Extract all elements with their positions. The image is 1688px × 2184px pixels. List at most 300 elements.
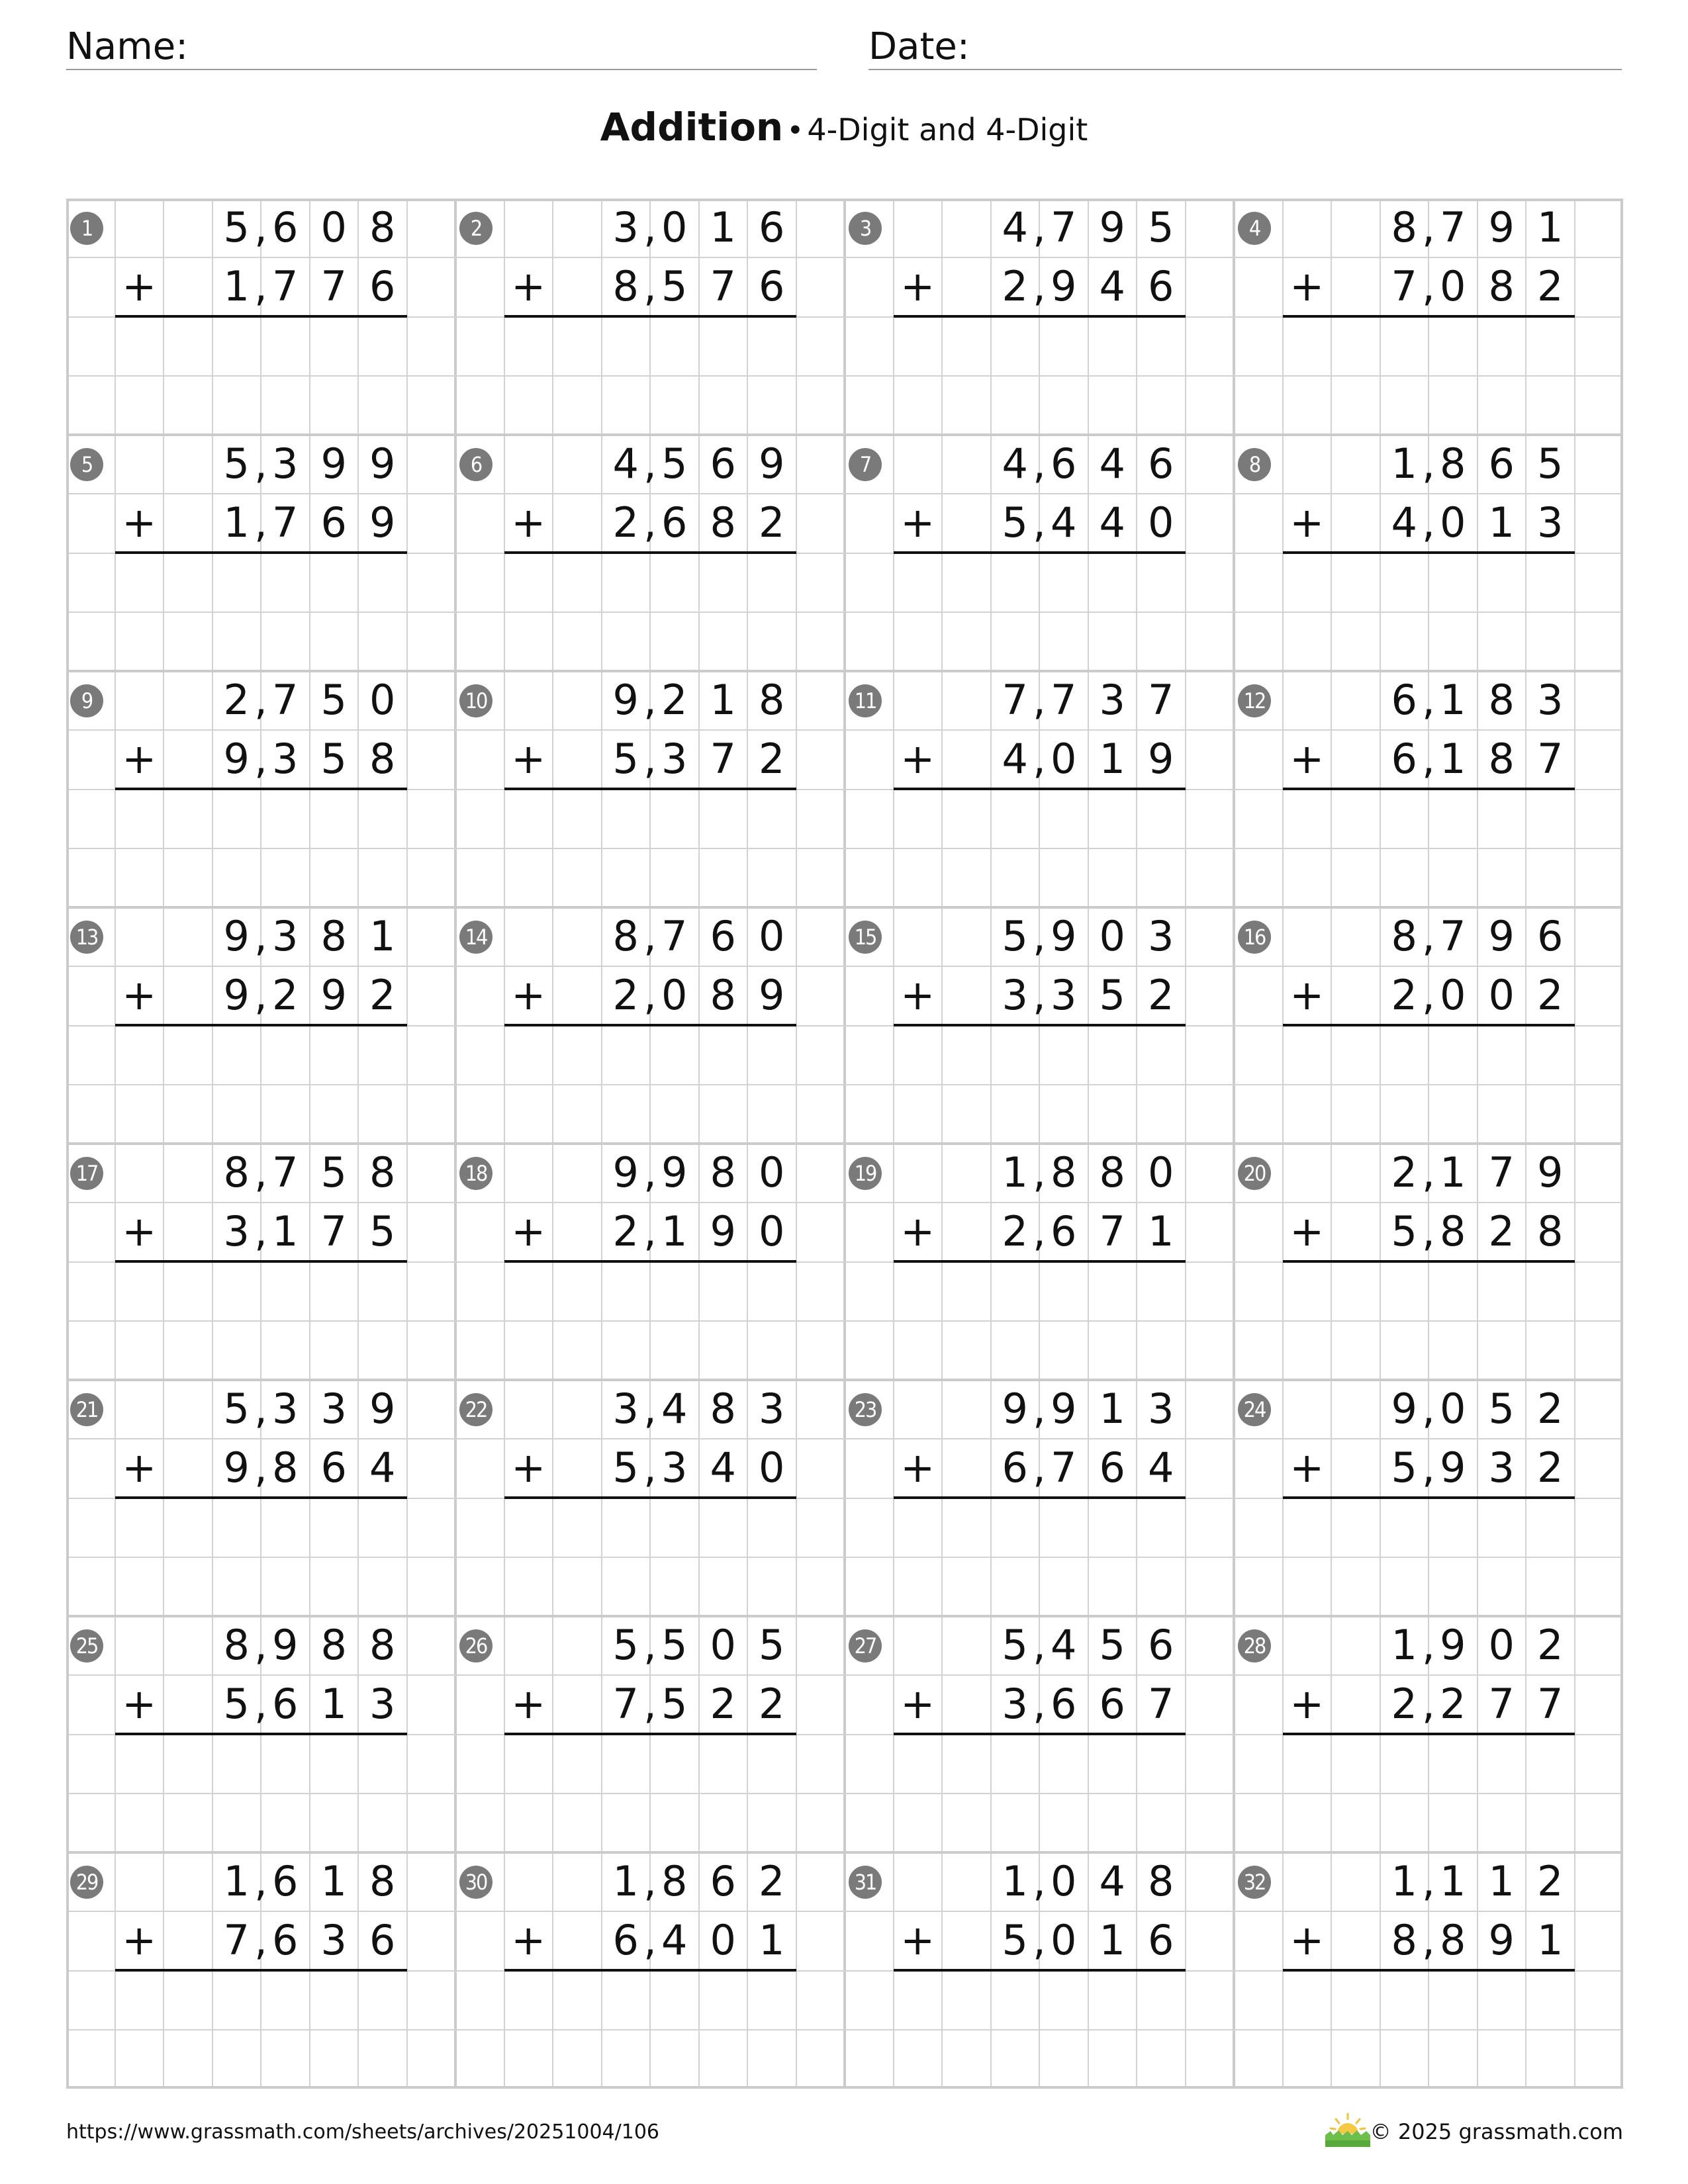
thousands-comma: ,	[1422, 735, 1435, 784]
digit: 6	[1099, 1443, 1125, 1492]
name-label: Name:	[66, 25, 189, 68]
problem-number-badge: 6	[459, 448, 492, 481]
digit: 8	[320, 912, 347, 960]
thousands-comma: ,	[1422, 971, 1435, 1020]
digit: 8	[223, 1621, 250, 1669]
digit: 7	[320, 262, 347, 311]
digit: 2	[1002, 1207, 1028, 1256]
digit: 2	[1537, 971, 1564, 1020]
digit: 7	[1440, 203, 1466, 251]
digit: 6	[272, 203, 299, 251]
digit: 9	[272, 1621, 299, 1669]
thousands-comma: ,	[1422, 1916, 1435, 1965]
thousands-comma: ,	[1422, 439, 1435, 488]
problem-32	[1234, 1852, 1623, 2089]
digit: 4	[1002, 735, 1028, 784]
digit: 8	[1488, 262, 1515, 311]
digit: 9	[1488, 1916, 1515, 1965]
top-number	[455, 435, 845, 493]
bottom-number	[455, 494, 845, 552]
answer-area[interactable]	[894, 1263, 1186, 1375]
digit: 2	[1391, 971, 1417, 1020]
problem-21	[66, 1380, 455, 1616]
bottom-number	[845, 1911, 1234, 1970]
answer-area[interactable]	[1283, 1499, 1575, 1612]
digit: 6	[1391, 676, 1417, 724]
problem-30	[455, 1852, 845, 2089]
answer-area[interactable]	[504, 318, 796, 430]
problem-number-badge: 19	[849, 1157, 882, 1190]
digit: 8	[710, 1148, 736, 1197]
bottom-number	[455, 1203, 845, 1261]
problem-16	[1234, 907, 1623, 1144]
digit: 2	[1488, 1207, 1515, 1256]
digit: 5	[759, 1621, 785, 1669]
thousands-comma: ,	[1033, 1207, 1046, 1256]
answer-area[interactable]	[115, 1972, 407, 2084]
answer-area[interactable]	[115, 790, 407, 903]
bottom-number	[455, 1439, 845, 1497]
digit: 2	[1537, 1385, 1564, 1433]
bottom-number	[1234, 1911, 1623, 1970]
plus-sign: +	[1289, 1680, 1325, 1729]
digit: 0	[1488, 971, 1515, 1020]
thousands-comma: ,	[1033, 439, 1046, 488]
top-number	[845, 199, 1234, 257]
problem-number-badge: 31	[849, 1866, 882, 1899]
digit: 0	[1440, 262, 1466, 311]
digit: 1	[1391, 1621, 1417, 1669]
title-main: Addition	[600, 105, 784, 150]
digit: 5	[612, 1443, 639, 1492]
digit: 4	[1099, 262, 1125, 311]
bottom-number	[455, 1675, 845, 1733]
bottom-number	[1234, 1439, 1623, 1497]
digit: 6	[661, 498, 688, 547]
answer-area[interactable]	[1283, 318, 1575, 430]
digit: 6	[1148, 1621, 1174, 1669]
digit: 1	[1537, 1916, 1564, 1965]
thousands-comma: ,	[1033, 735, 1046, 784]
digit: 8	[1148, 1857, 1174, 1905]
digit: 2	[369, 971, 396, 1020]
digit: 9	[1099, 203, 1125, 251]
thousands-comma: ,	[254, 1148, 267, 1197]
thousands-comma: ,	[254, 1857, 267, 1905]
answer-area[interactable]	[894, 1026, 1186, 1139]
problem-number-badge: 11	[849, 684, 882, 717]
digit: 5	[223, 1385, 250, 1433]
thousands-comma: ,	[1033, 971, 1046, 1020]
digit: 4	[1051, 498, 1077, 547]
digit: 0	[1148, 498, 1174, 547]
top-number	[1234, 1144, 1623, 1202]
digit: 4	[1002, 203, 1028, 251]
digit: 1	[1440, 1857, 1466, 1905]
problem-number-badge: 32	[1238, 1866, 1271, 1899]
digit: 7	[710, 262, 736, 311]
digit: 6	[710, 1857, 736, 1905]
answer-area[interactable]	[504, 1263, 796, 1375]
problem-number-badge: 7	[849, 448, 882, 481]
digit: 7	[1537, 1680, 1564, 1729]
problem-number-badge: 5	[70, 448, 103, 481]
thousands-comma: ,	[1033, 912, 1046, 960]
digit: 5	[1148, 203, 1174, 251]
plus-sign: +	[1289, 1443, 1325, 1492]
problem-grid	[66, 199, 1623, 2089]
answer-area[interactable]	[1283, 554, 1575, 666]
bottom-number	[455, 257, 845, 316]
digit: 7	[320, 1207, 347, 1256]
digit: 6	[320, 1443, 347, 1492]
digit: 0	[1148, 1148, 1174, 1197]
plus-sign: +	[900, 498, 935, 547]
answer-area[interactable]	[115, 1026, 407, 1139]
digit: 8	[1099, 1148, 1125, 1197]
footer-url[interactable]: https://www.grassmath.com/sheets/archives/20251004/106	[66, 2120, 660, 2144]
digit: 4	[1391, 498, 1417, 547]
digit: 8	[1537, 1207, 1564, 1256]
digit: 8	[1440, 439, 1466, 488]
name-line[interactable]	[66, 69, 817, 70]
digit: 9	[1488, 912, 1515, 960]
top-number	[455, 199, 845, 257]
top-number	[1234, 907, 1623, 966]
digit: 6	[369, 1916, 396, 1965]
digit: 8	[272, 1443, 299, 1492]
top-number	[66, 1144, 455, 1202]
bottom-number	[845, 1203, 1234, 1261]
digit: 3	[369, 1680, 396, 1729]
digit: 2	[1537, 262, 1564, 311]
digit: 6	[1391, 735, 1417, 784]
plus-sign: +	[511, 971, 546, 1020]
thousands-comma: ,	[254, 1443, 267, 1492]
digit: 0	[320, 203, 347, 251]
bottom-number	[845, 730, 1234, 788]
answer-area[interactable]	[115, 554, 407, 666]
digit: 0	[661, 971, 688, 1020]
digit: 7	[272, 1148, 299, 1197]
digit: 5	[1391, 1443, 1417, 1492]
digit: 9	[1440, 1443, 1466, 1492]
digit: 7	[1537, 735, 1564, 784]
bottom-number	[1234, 257, 1623, 316]
answer-area[interactable]	[1283, 1026, 1575, 1139]
thousands-comma: ,	[643, 203, 657, 251]
answer-area[interactable]	[504, 1499, 796, 1612]
top-number	[455, 1380, 845, 1438]
thousands-comma: ,	[1422, 1385, 1435, 1433]
thousands-comma: ,	[254, 1385, 267, 1433]
thousands-comma: ,	[643, 498, 657, 547]
digit: 1	[710, 676, 736, 724]
plus-sign: +	[122, 262, 157, 311]
thousands-comma: ,	[1422, 912, 1435, 960]
top-number	[455, 907, 845, 966]
bottom-number	[1234, 730, 1623, 788]
bottom-number	[66, 1203, 455, 1261]
digit: 4	[1099, 1857, 1125, 1905]
digit: 4	[661, 1916, 688, 1965]
digit: 4	[1051, 1621, 1077, 1669]
answer-area[interactable]	[894, 790, 1186, 903]
digit: 5	[612, 735, 639, 784]
digit: 5	[1002, 1916, 1028, 1965]
top-number	[845, 1380, 1234, 1438]
digit: 8	[1051, 1148, 1077, 1197]
problem-19	[845, 1144, 1234, 1380]
digit: 1	[759, 1916, 785, 1965]
digit: 9	[1391, 1385, 1417, 1433]
thousands-comma: ,	[254, 1916, 267, 1965]
digit: 3	[1148, 1385, 1174, 1433]
thousands-comma: ,	[1422, 262, 1435, 311]
problem-22	[455, 1380, 845, 1616]
digit: 3	[1148, 912, 1174, 960]
answer-area[interactable]	[1283, 1972, 1575, 2084]
digit: 5	[1099, 1621, 1125, 1669]
digit: 6	[1148, 262, 1174, 311]
bottom-number	[66, 966, 455, 1024]
digit: 1	[1440, 676, 1466, 724]
bottom-number	[845, 1675, 1234, 1733]
thousands-comma: ,	[643, 676, 657, 724]
digit: 9	[759, 439, 785, 488]
bottom-number	[1234, 1203, 1623, 1261]
thousands-comma: ,	[254, 439, 267, 488]
digit: 1	[1537, 203, 1564, 251]
problem-9	[66, 671, 455, 907]
digit: 0	[759, 912, 785, 960]
digit: 3	[1099, 676, 1125, 724]
problem-13	[66, 907, 455, 1144]
digit: 7	[1051, 676, 1077, 724]
problem-12	[1234, 671, 1623, 907]
answer-area[interactable]	[894, 1972, 1186, 2084]
digit: 6	[272, 1916, 299, 1965]
digit: 9	[320, 439, 347, 488]
digit: 3	[1002, 1680, 1028, 1729]
answer-area[interactable]	[504, 1026, 796, 1139]
digit: 7	[1099, 1207, 1125, 1256]
digit: 0	[759, 1207, 785, 1256]
digit: 8	[759, 676, 785, 724]
digit: 5	[1391, 1207, 1417, 1256]
plus-sign: +	[511, 1443, 546, 1492]
top-number	[1234, 1852, 1623, 1911]
problem-number-badge: 24	[1238, 1393, 1271, 1426]
bottom-number	[455, 730, 845, 788]
answer-area[interactable]	[504, 1735, 796, 1848]
thousands-comma: ,	[1033, 676, 1046, 724]
thousands-comma: ,	[1033, 1385, 1046, 1433]
digit: 3	[272, 912, 299, 960]
problem-7	[845, 435, 1234, 671]
digit: 6	[1051, 1680, 1077, 1729]
answer-area[interactable]	[1283, 1735, 1575, 1848]
thousands-comma: ,	[1422, 1680, 1435, 1729]
digit: 0	[710, 1621, 736, 1669]
digit: 8	[612, 262, 639, 311]
plus-sign: +	[511, 498, 546, 547]
digit: 0	[1440, 498, 1466, 547]
digit: 6	[1099, 1680, 1125, 1729]
digit: 3	[320, 1916, 347, 1965]
answer-area[interactable]	[894, 1735, 1186, 1848]
plus-sign: +	[900, 1680, 935, 1729]
digit: 8	[369, 1857, 396, 1905]
digit: 1	[369, 912, 396, 960]
digit: 4	[1002, 439, 1028, 488]
digit: 8	[369, 1621, 396, 1669]
digit: 2	[1537, 1621, 1564, 1669]
answer-area[interactable]	[115, 1499, 407, 1612]
digit: 1	[1148, 1207, 1174, 1256]
answer-area[interactable]	[115, 1735, 407, 1848]
digit: 3	[661, 1443, 688, 1492]
digit: 7	[272, 676, 299, 724]
date-line[interactable]	[868, 69, 1622, 70]
bottom-number	[845, 1439, 1234, 1497]
digit: 0	[710, 1916, 736, 1965]
plus-sign: +	[511, 1680, 546, 1729]
digit: 6	[1537, 912, 1564, 960]
digit: 1	[1099, 735, 1125, 784]
answer-area[interactable]	[1283, 790, 1575, 903]
digit: 3	[612, 203, 639, 251]
digit: 1	[612, 1857, 639, 1905]
digit: 1	[223, 498, 250, 547]
answer-area[interactable]	[1283, 1263, 1575, 1375]
plus-sign: +	[900, 1916, 935, 1965]
bottom-number	[66, 1675, 455, 1733]
top-number	[66, 1616, 455, 1674]
thousands-comma: ,	[254, 971, 267, 1020]
digit: 6	[369, 262, 396, 311]
digit: 1	[1440, 735, 1466, 784]
problem-29	[66, 1852, 455, 2089]
problem-number-badge: 27	[849, 1629, 882, 1662]
problem-number-badge: 12	[1238, 684, 1271, 717]
digit: 6	[759, 262, 785, 311]
digit: 2	[1148, 971, 1174, 1020]
plus-sign: +	[122, 971, 157, 1020]
answer-area[interactable]	[504, 1972, 796, 2084]
thousands-comma: ,	[1033, 1443, 1046, 1492]
digit: 0	[1440, 971, 1466, 1020]
digit: 9	[320, 971, 347, 1020]
digit: 8	[612, 912, 639, 960]
answer-area[interactable]	[894, 554, 1186, 666]
problem-28	[1234, 1616, 1623, 1852]
thousands-comma: ,	[1033, 262, 1046, 311]
thousands-comma: ,	[254, 912, 267, 960]
problem-number-badge: 20	[1238, 1157, 1271, 1190]
problem-number-badge: 9	[70, 684, 103, 717]
plus-sign: +	[122, 1916, 157, 1965]
answer-area[interactable]	[504, 554, 796, 666]
problem-number-badge: 17	[70, 1157, 103, 1190]
problem-17	[66, 1144, 455, 1380]
digit: 9	[223, 735, 250, 784]
digit: 8	[1440, 1207, 1466, 1256]
digit: 2	[612, 1207, 639, 1256]
bottom-number	[66, 730, 455, 788]
plus-sign: +	[122, 1680, 157, 1729]
digit: 7	[661, 912, 688, 960]
top-number	[845, 671, 1234, 729]
top-number	[845, 1144, 1234, 1202]
digit: 3	[1488, 1443, 1515, 1492]
digit: 0	[1440, 1385, 1466, 1433]
title-separator: •	[786, 114, 804, 148]
digit: 9	[612, 1148, 639, 1197]
thousands-comma: ,	[643, 1148, 657, 1197]
digit: 1	[320, 1680, 347, 1729]
plus-sign: +	[900, 1207, 935, 1256]
thousands-comma: ,	[254, 203, 267, 251]
top-number	[1234, 435, 1623, 493]
top-number	[1234, 1616, 1623, 1674]
thousands-comma: ,	[254, 262, 267, 311]
problem-number-badge: 16	[1238, 921, 1271, 954]
digit: 7	[1440, 912, 1466, 960]
answer-area[interactable]	[894, 1499, 1186, 1612]
answer-area[interactable]	[115, 318, 407, 430]
digit: 5	[223, 439, 250, 488]
top-number	[845, 907, 1234, 966]
top-number	[66, 1380, 455, 1438]
bottom-number	[455, 966, 845, 1024]
digit: 7	[1148, 1680, 1174, 1729]
digit: 8	[369, 735, 396, 784]
problem-26	[455, 1616, 845, 1852]
top-number	[845, 435, 1234, 493]
thousands-comma: ,	[254, 1680, 267, 1729]
digit: 9	[1051, 912, 1077, 960]
top-number	[1234, 199, 1623, 257]
plus-sign: +	[511, 735, 546, 784]
digit: 2	[223, 676, 250, 724]
bottom-number	[845, 966, 1234, 1024]
digit: 1	[1099, 1916, 1125, 1965]
digit: 1	[223, 1857, 250, 1905]
digit: 9	[1537, 1148, 1564, 1197]
thousands-comma: ,	[1033, 1857, 1046, 1905]
thousands-comma: ,	[1422, 1207, 1435, 1256]
plus-sign: +	[122, 1443, 157, 1492]
top-number	[455, 1852, 845, 1911]
plus-sign: +	[511, 1207, 546, 1256]
problem-number-badge: 25	[70, 1629, 103, 1662]
answer-area[interactable]	[504, 790, 796, 903]
digit: 9	[1440, 1621, 1466, 1669]
answer-area[interactable]	[115, 1263, 407, 1375]
top-number	[455, 671, 845, 729]
problem-number-badge: 14	[459, 921, 492, 954]
digit: 2	[759, 1857, 785, 1905]
problem-number-badge: 29	[70, 1866, 103, 1899]
digit: 5	[1099, 971, 1125, 1020]
thousands-comma: ,	[254, 676, 267, 724]
digit: 8	[223, 1148, 250, 1197]
answer-area[interactable]	[894, 318, 1186, 430]
top-number	[845, 1852, 1234, 1911]
digit: 7	[612, 1680, 639, 1729]
digit: 8	[369, 1148, 396, 1197]
